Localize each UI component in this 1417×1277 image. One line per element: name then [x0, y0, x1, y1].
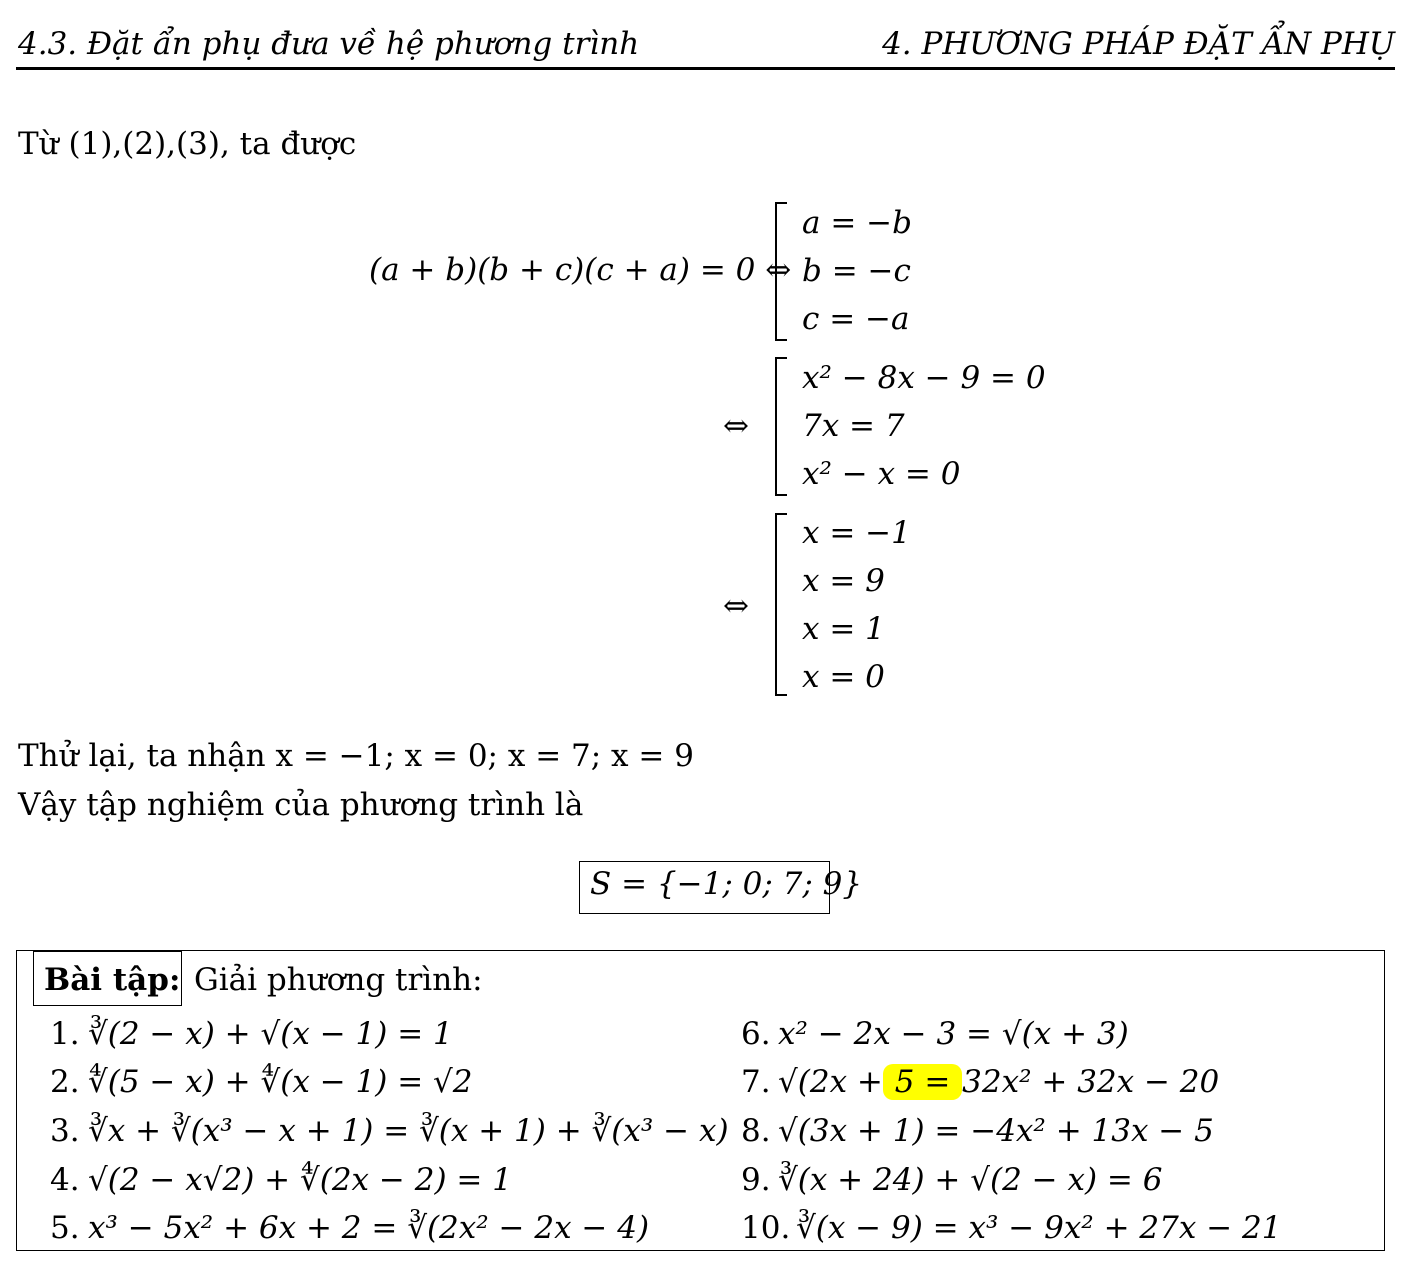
system3-line: x = 9	[802, 563, 885, 599]
system2-line: 7x = 7	[802, 408, 905, 444]
intro-text: Từ (1),(2),(3), ta được	[18, 126, 357, 162]
exercise-number: 1.	[50, 1016, 80, 1052]
exercise-number: 5.	[50, 1210, 80, 1246]
system2-line: x² − x = 0	[802, 456, 961, 492]
section-heading: 4.3. Đặt ẩn phụ đưa về hệ phương trình	[18, 26, 640, 62]
exercise-number: 4.	[50, 1162, 80, 1198]
exercise-equation: ∛x + ∛(x³ − x + 1) = ∛(x + 1) + ∛(x³ − x)	[88, 1113, 729, 1149]
solution-set: S = {−1; 0; 7; 9}	[590, 866, 863, 902]
equivalence-symbol: ⇔	[723, 588, 749, 624]
check-text: Thử lại, ta nhận x = −1; x = 0; x = 7; x = 9	[18, 738, 694, 774]
equation-part: 32x² + 32x − 20	[962, 1064, 1220, 1100]
exercise-equation: ∛(x − 9) = x³ − 9x² + 27x − 21	[796, 1210, 1282, 1246]
system3-line: x = 0	[802, 659, 885, 695]
exercise-number: 3.	[50, 1113, 80, 1149]
exercise-equation: x³ − 5x² + 6x + 2 = ∛(2x² − 2x − 4)	[88, 1210, 650, 1246]
exercise-instruction: Giải phương trình:	[194, 962, 483, 998]
system2-bracket	[775, 357, 787, 496]
chapter-heading: 4. PHƯƠNG PHÁP ĐẶT ẨN PHỤ	[882, 26, 1395, 62]
highlighted-text: 5 =	[884, 1064, 961, 1100]
system1-line: b = −c	[802, 253, 911, 289]
conclusion-text: Vậy tập nghiệm của phương trình là	[18, 787, 584, 823]
system3-bracket	[775, 513, 787, 696]
exercise-equation	[778, 1064, 1219, 1100]
exercise-equation: √(2 − x√2) + ∜(2x − 2) = 1	[88, 1162, 512, 1198]
system3-line: x = −1	[802, 515, 911, 551]
exercise-number: 7.	[741, 1064, 771, 1100]
exercise-equation: √(3x + 1) = −4x² + 13x − 5	[778, 1113, 1214, 1149]
system2-line: x² − 8x − 9 = 0	[802, 360, 1046, 396]
exercise-number: 2.	[50, 1064, 80, 1100]
exercise-equation: ∛(x + 24) + √(2 − x) = 6	[778, 1162, 1163, 1198]
exercise-number: 10.	[741, 1210, 791, 1246]
system3-line: x = 1	[802, 611, 885, 647]
exercise-number: 6.	[741, 1016, 771, 1052]
exercise-title: Bài tập:	[44, 962, 181, 998]
exercise-equation: ∛(2 − x) + √(x − 1) = 1	[88, 1016, 453, 1052]
exercise-equation: ∜(5 − x) + ∜(x − 1) = √2	[88, 1064, 473, 1100]
exercise-number: 8.	[741, 1113, 771, 1149]
system1-bracket	[775, 202, 787, 341]
exercise-number: 9.	[741, 1162, 771, 1198]
equivalence-symbol: ⇔	[723, 408, 749, 444]
exercise-equation: x² − 2x − 3 = √(x + 3)	[778, 1016, 1129, 1052]
main-equation-lhs: (a + b)(b + c)(c + a) = 0 ⇔	[369, 252, 792, 288]
system1-line: c = −a	[802, 301, 910, 337]
header-rule	[16, 67, 1395, 70]
equation-part: √(2x +	[778, 1064, 883, 1100]
system1-line: a = −b	[802, 205, 912, 241]
